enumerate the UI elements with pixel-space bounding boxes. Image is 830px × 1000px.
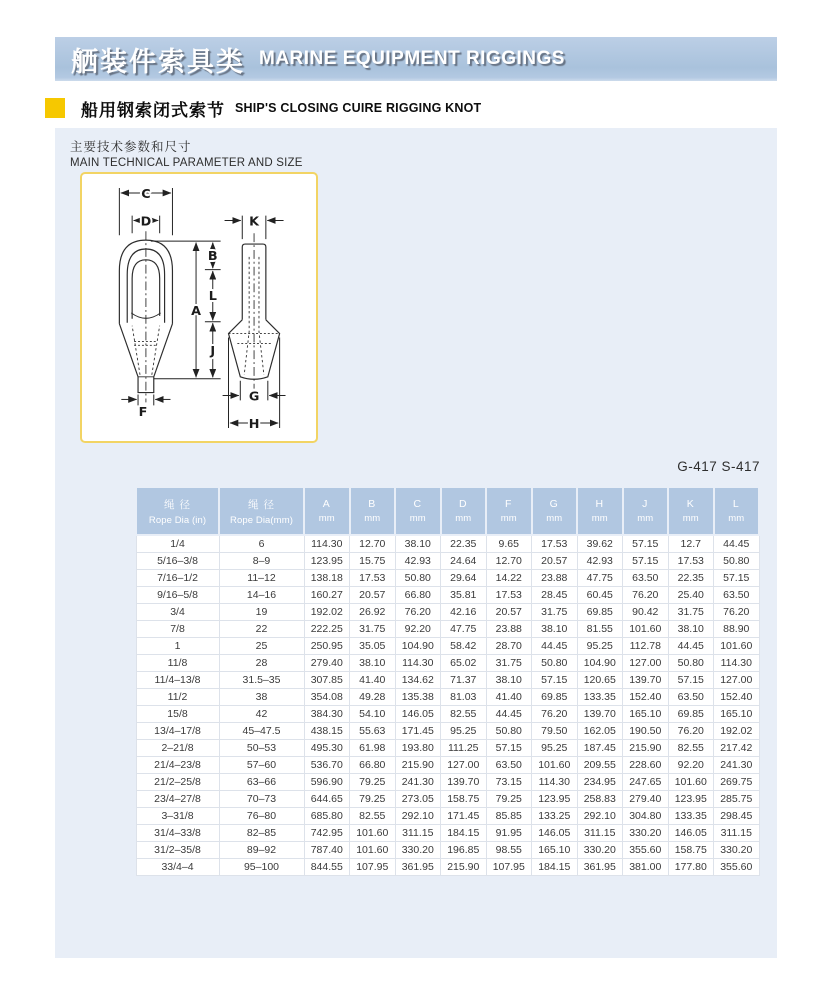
table-cell: 355.60 [623, 841, 669, 858]
table-cell: 14.22 [486, 569, 532, 586]
table-cell: 17.53 [350, 569, 396, 586]
table-cell: 42 [219, 705, 304, 722]
table-cell: 685.80 [304, 807, 350, 824]
dim-label-K: K [249, 214, 260, 230]
table-cell: 279.40 [304, 654, 350, 671]
table-cell: 222.25 [304, 620, 350, 637]
table-cell: 152.40 [623, 688, 669, 705]
table-cell: 292.10 [577, 807, 623, 824]
table-cell: 133.35 [577, 688, 623, 705]
table-cell: 63–66 [219, 773, 304, 790]
table-cell: 28.45 [532, 586, 578, 603]
table-row [136, 603, 759, 620]
table-cell: 42.93 [577, 552, 623, 569]
table-cell: 66.80 [350, 756, 396, 773]
table-cell: 65.02 [441, 654, 487, 671]
table-cell: 192.02 [304, 603, 350, 620]
table-cell: 133.35 [668, 807, 714, 824]
table-cell: 39.62 [577, 535, 623, 552]
table-cell: 81.03 [441, 688, 487, 705]
table-cell: 215.90 [441, 858, 487, 875]
table-cell: 31/4–33/8 [136, 824, 219, 841]
column-header: C mm [395, 487, 441, 535]
table-cell: 135.38 [395, 688, 441, 705]
table-cell: 298.45 [714, 807, 760, 824]
table-cell: 33/4–4 [136, 858, 219, 875]
table-cell: 82.55 [350, 807, 396, 824]
section-title-en: SHIP'S CLOSING CUIRE RIGGING KNOT [235, 101, 482, 115]
table-cell: 63.50 [623, 569, 669, 586]
table-cell: 95.25 [441, 722, 487, 739]
table-cell: 31.75 [668, 603, 714, 620]
table-cell: 7/8 [136, 620, 219, 637]
table-cell: 2–21/8 [136, 739, 219, 756]
table-cell: 127.00 [441, 756, 487, 773]
table-cell: 50–53 [219, 739, 304, 756]
table-cell: 17.53 [532, 535, 578, 552]
table-cell: 76.20 [668, 722, 714, 739]
table-cell: 50.80 [532, 654, 578, 671]
table-cell: 158.75 [441, 790, 487, 807]
table-cell: 70–73 [219, 790, 304, 807]
table-cell: 85.85 [486, 807, 532, 824]
table-cell: 9.65 [486, 535, 532, 552]
table-cell: 95.25 [532, 739, 578, 756]
table-cell: 82.55 [441, 705, 487, 722]
table-cell: 187.45 [577, 739, 623, 756]
table-cell: 44.45 [714, 535, 760, 552]
dim-label-F: F [138, 405, 148, 421]
table-cell: 241.30 [714, 756, 760, 773]
table-cell: 92.20 [395, 620, 441, 637]
table-cell: 57.15 [668, 671, 714, 688]
table-row [136, 637, 759, 654]
table-cell: 42.93 [395, 552, 441, 569]
table-cell: 104.90 [577, 654, 623, 671]
table-cell: 742.95 [304, 824, 350, 841]
table-body [136, 535, 759, 875]
table-cell: 69.85 [577, 603, 623, 620]
column-header: 绳 径 Rope Dia (in) [136, 487, 219, 535]
table-row [136, 671, 759, 688]
table-cell: 107.95 [350, 858, 396, 875]
table-cell: 47.75 [577, 569, 623, 586]
table-cell: 361.95 [577, 858, 623, 875]
table-cell: 38.10 [532, 620, 578, 637]
table-cell: 14–16 [219, 586, 304, 603]
table-cell: 844.55 [304, 858, 350, 875]
table-cell: 311.15 [395, 824, 441, 841]
table-cell: 285.75 [714, 790, 760, 807]
table-cell: 146.05 [395, 705, 441, 722]
table-cell: 133.25 [532, 807, 578, 824]
table-row [136, 586, 759, 603]
table-cell: 192.02 [714, 722, 760, 739]
table-cell: 12.70 [350, 535, 396, 552]
table-cell: 63.50 [486, 756, 532, 773]
column-header: A mm [304, 487, 350, 535]
table-cell: 89–92 [219, 841, 304, 858]
table-cell: 76–80 [219, 807, 304, 824]
table-cell: 139.70 [441, 773, 487, 790]
table-cell: 787.40 [304, 841, 350, 858]
table-cell: 38.10 [350, 654, 396, 671]
yellow-bullet-icon [45, 98, 65, 118]
table-header-row [136, 487, 759, 535]
table-cell: 112.78 [623, 637, 669, 654]
dim-label-C: C [141, 186, 151, 202]
table-cell: 11/4–13/8 [136, 671, 219, 688]
table-cell: 31.75 [350, 620, 396, 637]
table-cell: 596.90 [304, 773, 350, 790]
model-code: G-417 S-417 [677, 459, 760, 474]
table-cell: 45–47.5 [219, 722, 304, 739]
dim-label-B: B [207, 248, 218, 264]
table-cell: 28.70 [486, 637, 532, 654]
table-cell: 17.53 [486, 586, 532, 603]
table-cell: 165.10 [532, 841, 578, 858]
table-cell: 71.37 [441, 671, 487, 688]
table-cell: 29.64 [441, 569, 487, 586]
table-cell: 24.64 [441, 552, 487, 569]
table-cell: 114.30 [304, 535, 350, 552]
table-cell: 35.05 [350, 637, 396, 654]
column-header: H mm [577, 487, 623, 535]
table-cell: 11/8 [136, 654, 219, 671]
dim-label-A: A [191, 303, 201, 319]
table-cell: 38.10 [486, 671, 532, 688]
table-cell: 1/4 [136, 535, 219, 552]
table-cell: 22.35 [441, 535, 487, 552]
column-header: D mm [441, 487, 487, 535]
table-cell: 162.05 [577, 722, 623, 739]
table-cell: 38.10 [668, 620, 714, 637]
table-cell: 91.95 [486, 824, 532, 841]
table-cell: 57.15 [486, 739, 532, 756]
table-cell: 66.80 [395, 586, 441, 603]
column-header: B mm [350, 487, 396, 535]
table-cell: 76.20 [532, 705, 578, 722]
banner-title-zh: 舾装件索具类 [71, 46, 245, 77]
table-row [136, 858, 759, 875]
table-cell: 42.16 [441, 603, 487, 620]
column-header: L mm [714, 487, 760, 535]
table-cell: 3–31/8 [136, 807, 219, 824]
table-cell: 158.75 [668, 841, 714, 858]
table-cell: 111.25 [441, 739, 487, 756]
table-cell: 209.55 [577, 756, 623, 773]
table-cell: 44.45 [532, 637, 578, 654]
table-row [136, 620, 759, 637]
table-cell: 31/2–35/8 [136, 841, 219, 858]
table-cell: 304.80 [623, 807, 669, 824]
table-cell: 50.80 [486, 722, 532, 739]
table-cell: 8–9 [219, 552, 304, 569]
table-cell: 361.95 [395, 858, 441, 875]
table-cell: 171.45 [441, 807, 487, 824]
table-cell: 22 [219, 620, 304, 637]
table-cell: 90.42 [623, 603, 669, 620]
table-cell: 50.80 [668, 654, 714, 671]
table-cell: 7/16–1/2 [136, 569, 219, 586]
table-cell: 82.55 [668, 739, 714, 756]
table-row [136, 705, 759, 722]
table-cell: 330.20 [623, 824, 669, 841]
table-cell: 76.20 [395, 603, 441, 620]
table-cell: 196.85 [441, 841, 487, 858]
table-cell: 177.80 [668, 858, 714, 875]
table-row [136, 807, 759, 824]
table-cell: 6 [219, 535, 304, 552]
table-cell: 57.15 [532, 671, 578, 688]
table-cell: 38 [219, 688, 304, 705]
table-row [136, 688, 759, 705]
table-cell: 152.40 [714, 688, 760, 705]
table-cell: 114.30 [395, 654, 441, 671]
table-cell: 247.65 [623, 773, 669, 790]
section-heading [45, 97, 481, 119]
dim-label-J: J [210, 344, 216, 360]
banner-title-en: MARINE EQUIPMENT RIGGINGS [259, 48, 565, 69]
table-cell: 193.80 [395, 739, 441, 756]
subtitle-zh: 主要技术参数和尺寸 [70, 140, 192, 154]
table-cell: 55.63 [350, 722, 396, 739]
table-cell: 134.62 [395, 671, 441, 688]
table-cell: 50.80 [395, 569, 441, 586]
table-cell: 1 [136, 637, 219, 654]
table-row [136, 756, 759, 773]
table-cell: 273.05 [395, 790, 441, 807]
table-cell: 217.42 [714, 739, 760, 756]
table-cell: 107.95 [486, 858, 532, 875]
table-cell: 9/16–5/8 [136, 586, 219, 603]
table-cell: 330.20 [577, 841, 623, 858]
table-cell: 38.10 [395, 535, 441, 552]
table-cell: 57.15 [623, 535, 669, 552]
table-row [136, 841, 759, 858]
table-cell: 165.10 [623, 705, 669, 722]
table-cell: 495.30 [304, 739, 350, 756]
table-cell: 44.45 [486, 705, 532, 722]
table-cell: 76.20 [623, 586, 669, 603]
table-cell: 76.20 [714, 603, 760, 620]
content-panel [55, 128, 777, 958]
table-cell: 60.45 [577, 586, 623, 603]
column-header: G mm [532, 487, 578, 535]
table-cell: 101.60 [714, 637, 760, 654]
table-cell: 384.30 [304, 705, 350, 722]
table-cell: 49.28 [350, 688, 396, 705]
table-cell: 50.80 [714, 552, 760, 569]
table-cell: 57.15 [714, 569, 760, 586]
table-cell: 160.27 [304, 586, 350, 603]
table-cell: 139.70 [577, 705, 623, 722]
table-cell: 44.45 [668, 637, 714, 654]
table-cell: 114.30 [532, 773, 578, 790]
table-cell: 41.40 [486, 688, 532, 705]
table-cell: 25.40 [668, 586, 714, 603]
table-row [136, 739, 759, 756]
table-cell: 354.08 [304, 688, 350, 705]
table-cell: 138.18 [304, 569, 350, 586]
socket-dimension-diagram [82, 174, 316, 441]
table-cell: 17.53 [668, 552, 714, 569]
table-row [136, 535, 759, 552]
table-cell: 20.57 [532, 552, 578, 569]
subtitle-en: MAIN TECHNICAL PARAMETER AND SIZE [70, 157, 303, 169]
table-cell: 54.10 [350, 705, 396, 722]
table-cell: 41.40 [350, 671, 396, 688]
table-cell: 31.75 [532, 603, 578, 620]
dim-label-G: G [248, 389, 260, 405]
table-cell: 15.75 [350, 552, 396, 569]
table-cell: 101.60 [668, 773, 714, 790]
table-cell: 95.25 [577, 637, 623, 654]
table-cell: 292.10 [395, 807, 441, 824]
table-cell: 82–85 [219, 824, 304, 841]
table-cell: 330.20 [714, 841, 760, 858]
technical-drawing [80, 172, 318, 443]
table-row [136, 722, 759, 739]
table-cell: 101.60 [350, 824, 396, 841]
table-cell: 23.88 [532, 569, 578, 586]
table-cell: 19 [219, 603, 304, 620]
table-cell: 79.25 [486, 790, 532, 807]
table-cell: 123.95 [304, 552, 350, 569]
table-cell: 311.15 [714, 824, 760, 841]
table-cell: 79.25 [350, 790, 396, 807]
table-cell: 28 [219, 654, 304, 671]
table-cell: 22.35 [668, 569, 714, 586]
table-cell: 31.5–35 [219, 671, 304, 688]
table-cell: 11/2 [136, 688, 219, 705]
table-cell: 92.20 [668, 756, 714, 773]
table-row [136, 569, 759, 586]
table-cell: 184.15 [532, 858, 578, 875]
section-title-zh: 船用钢索闭式索节 [81, 100, 225, 120]
table-cell: 184.15 [441, 824, 487, 841]
table-cell: 307.85 [304, 671, 350, 688]
table-cell: 20.57 [486, 603, 532, 620]
table-cell: 171.45 [395, 722, 441, 739]
table-cell: 58.42 [441, 637, 487, 654]
table-cell: 20.57 [350, 586, 396, 603]
table-cell: 127.00 [623, 654, 669, 671]
dim-label-L: L [208, 289, 217, 305]
table-cell: 61.98 [350, 739, 396, 756]
table-cell: 12.70 [486, 552, 532, 569]
table-cell: 79.25 [350, 773, 396, 790]
table-cell: 234.95 [577, 773, 623, 790]
table-cell: 5/16–3/8 [136, 552, 219, 569]
table-cell: 35.81 [441, 586, 487, 603]
table-cell: 644.65 [304, 790, 350, 807]
table-cell: 355.60 [714, 858, 760, 875]
table-cell: 101.60 [532, 756, 578, 773]
column-header: F mm [486, 487, 532, 535]
table-cell: 69.85 [532, 688, 578, 705]
table-cell: 114.30 [714, 654, 760, 671]
table-cell: 101.60 [350, 841, 396, 858]
table-cell: 123.95 [532, 790, 578, 807]
column-header: 绳 径 Rope Dia(mm) [219, 487, 304, 535]
table-cell: 127.00 [714, 671, 760, 688]
spec-table [135, 486, 760, 876]
table-cell: 190.50 [623, 722, 669, 739]
table-cell: 98.55 [486, 841, 532, 858]
table-cell: 88.90 [714, 620, 760, 637]
dim-label-D: D [140, 214, 152, 230]
table-cell: 23.88 [486, 620, 532, 637]
table-cell: 101.60 [623, 620, 669, 637]
table-cell: 228.60 [623, 756, 669, 773]
table-cell: 250.95 [304, 637, 350, 654]
table-cell: 95–100 [219, 858, 304, 875]
table-cell: 215.90 [395, 756, 441, 773]
table-cell: 73.15 [486, 773, 532, 790]
column-header: J mm [623, 487, 669, 535]
table-cell: 31.75 [486, 654, 532, 671]
table-row [136, 552, 759, 569]
table-cell: 47.75 [441, 620, 487, 637]
page-banner [55, 37, 777, 81]
table-cell: 165.10 [714, 705, 760, 722]
table-cell: 57.15 [623, 552, 669, 569]
table-cell: 269.75 [714, 773, 760, 790]
table-cell: 3/4 [136, 603, 219, 620]
dim-label-H: H [248, 416, 260, 432]
table-cell: 215.90 [623, 739, 669, 756]
column-header: K mm [668, 487, 714, 535]
table-cell: 63.50 [668, 688, 714, 705]
table-cell: 330.20 [395, 841, 441, 858]
table-cell: 13/4–17/8 [136, 722, 219, 739]
table-cell: 104.90 [395, 637, 441, 654]
table-cell: 120.65 [577, 671, 623, 688]
table-cell: 63.50 [714, 586, 760, 603]
table-cell: 21/2–25/8 [136, 773, 219, 790]
table-row [136, 654, 759, 671]
table-cell: 11–12 [219, 569, 304, 586]
table-cell: 15/8 [136, 705, 219, 722]
table-row [136, 773, 759, 790]
table-cell: 81.55 [577, 620, 623, 637]
table-cell: 69.85 [668, 705, 714, 722]
panel-subtitle [70, 137, 303, 169]
table-cell: 79.50 [532, 722, 578, 739]
table-cell: 146.05 [532, 824, 578, 841]
table-cell: 26.92 [350, 603, 396, 620]
table-cell: 21/4–23/8 [136, 756, 219, 773]
table-cell: 123.95 [668, 790, 714, 807]
table-cell: 139.70 [623, 671, 669, 688]
table-row [136, 824, 759, 841]
table-cell: 438.15 [304, 722, 350, 739]
table-cell: 279.40 [623, 790, 669, 807]
table-cell: 23/4–27/8 [136, 790, 219, 807]
table-cell: 241.30 [395, 773, 441, 790]
table-cell: 258.83 [577, 790, 623, 807]
table-cell: 12.7 [668, 535, 714, 552]
table-cell: 25 [219, 637, 304, 654]
table-cell: 311.15 [577, 824, 623, 841]
table-row [136, 790, 759, 807]
table-cell: 57–60 [219, 756, 304, 773]
table-cell: 536.70 [304, 756, 350, 773]
table-cell: 381.00 [623, 858, 669, 875]
table-cell: 146.05 [668, 824, 714, 841]
